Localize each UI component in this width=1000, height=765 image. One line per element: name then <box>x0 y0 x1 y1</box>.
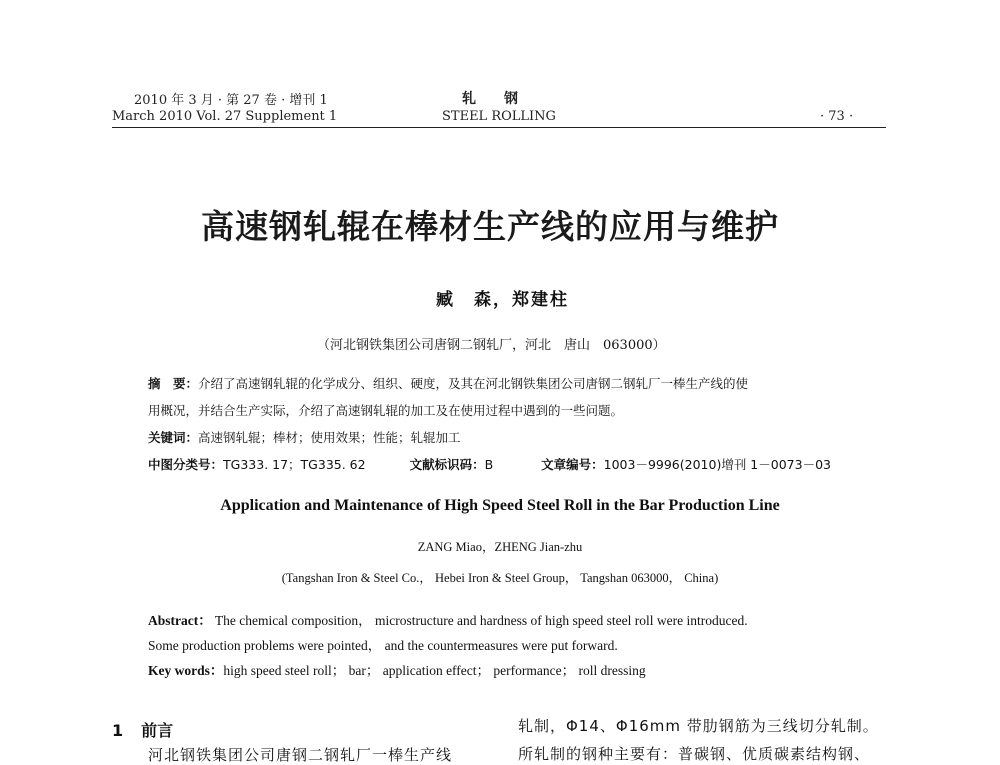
body-right-line1: 轧制，Φ14、Φ16mm 带肋钢筋为三线切分轧制。 <box>518 717 879 735</box>
keywords-cn <box>148 428 461 446</box>
body-right-line2: 所轧制的钢种主要有：普碳钢、优质碳素结构钢、 <box>518 745 871 763</box>
body-left-line1: 河北钢铁集团公司唐钢二钢轧厂一棒生产线 <box>148 746 453 764</box>
abstract-cn-label: 摘 要： <box>148 376 199 391</box>
keywords-cn-text: 高速钢轧辊；棒材；使用效果；性能；轧辊加工 <box>198 430 461 445</box>
section-number: 1 <box>112 721 124 740</box>
header-journal-cn: 轧 钢 <box>462 91 518 107</box>
article-title-en: Application and Maintenance of High Speed Steel Roll in the Bar Production Line <box>220 497 780 514</box>
keywords-en-text: high speed steel roll； bar； application effect； performance； roll dressing <box>223 663 646 678</box>
abstract-cn-line2: 用概况，并结合生产实际，介绍了高速钢轧辊的加工及在使用过程中遇到的一些问题。 <box>148 403 624 418</box>
section-title: 前言 <box>141 721 174 740</box>
doc-code-value: B <box>484 457 494 472</box>
header-issue-en: March 2010 Vol. 27 Supplement 1 <box>112 109 338 124</box>
abstract-en-text1: The chemical composition， microstructure and hardness of high speed steel roll were introduced. <box>211 613 748 628</box>
affiliation-cn: （河北钢铁集团公司唐钢二钢轧厂，河北 唐山 063000） <box>317 338 666 353</box>
abstract-en-line2: Some production problems were pointed， and the countermeasures were put forward. <box>148 638 618 653</box>
header-page-number: · 73 · <box>820 109 854 124</box>
authors-cn: 臧 森，郑建柱 <box>436 290 569 310</box>
affiliation-en: (Tangshan Iron & Steel Co.， Hebei Iron & Steel Group， Tangshan 063000， China) <box>281 571 719 585</box>
classification-line <box>148 455 831 473</box>
keywords-en-label: Key words： <box>148 663 224 678</box>
doc-code-label: 文献标识码： <box>409 457 485 472</box>
article-no-label: 文章编号： <box>541 457 604 472</box>
clc-label: 中图分类号： <box>148 457 224 472</box>
keywords-cn-label: 关键词： <box>148 430 199 445</box>
section-heading <box>112 718 173 741</box>
clc-value: TG333. 17；TG335. 62 <box>223 457 366 472</box>
header-rule <box>112 127 886 128</box>
keywords-en <box>148 659 646 679</box>
abstract-cn-line1 <box>148 374 748 392</box>
abstract-en-line1 <box>148 609 748 629</box>
header-journal-en: STEEL ROLLING <box>442 109 556 124</box>
authors-en: ZANG Miao，ZHENG Jian-zhu <box>417 540 583 554</box>
abstract-cn-text1: 介绍了高速钢轧辊的化学成分、组织、硬度，及其在河北钢铁集团公司唐钢二钢轧厂一棒生产线的使 <box>198 376 749 391</box>
article-title-cn: 高速钢轧辊在棒材生产线的应用与维护 <box>201 207 779 246</box>
article-no-value: 1003－9996(2010)增刊 1－0073－03 <box>603 457 831 472</box>
abstract-en-label: Abstract： <box>148 613 212 628</box>
header-issue-cn: 2010 年 3 月 · 第 27 卷 · 增刊 1 <box>134 93 328 108</box>
